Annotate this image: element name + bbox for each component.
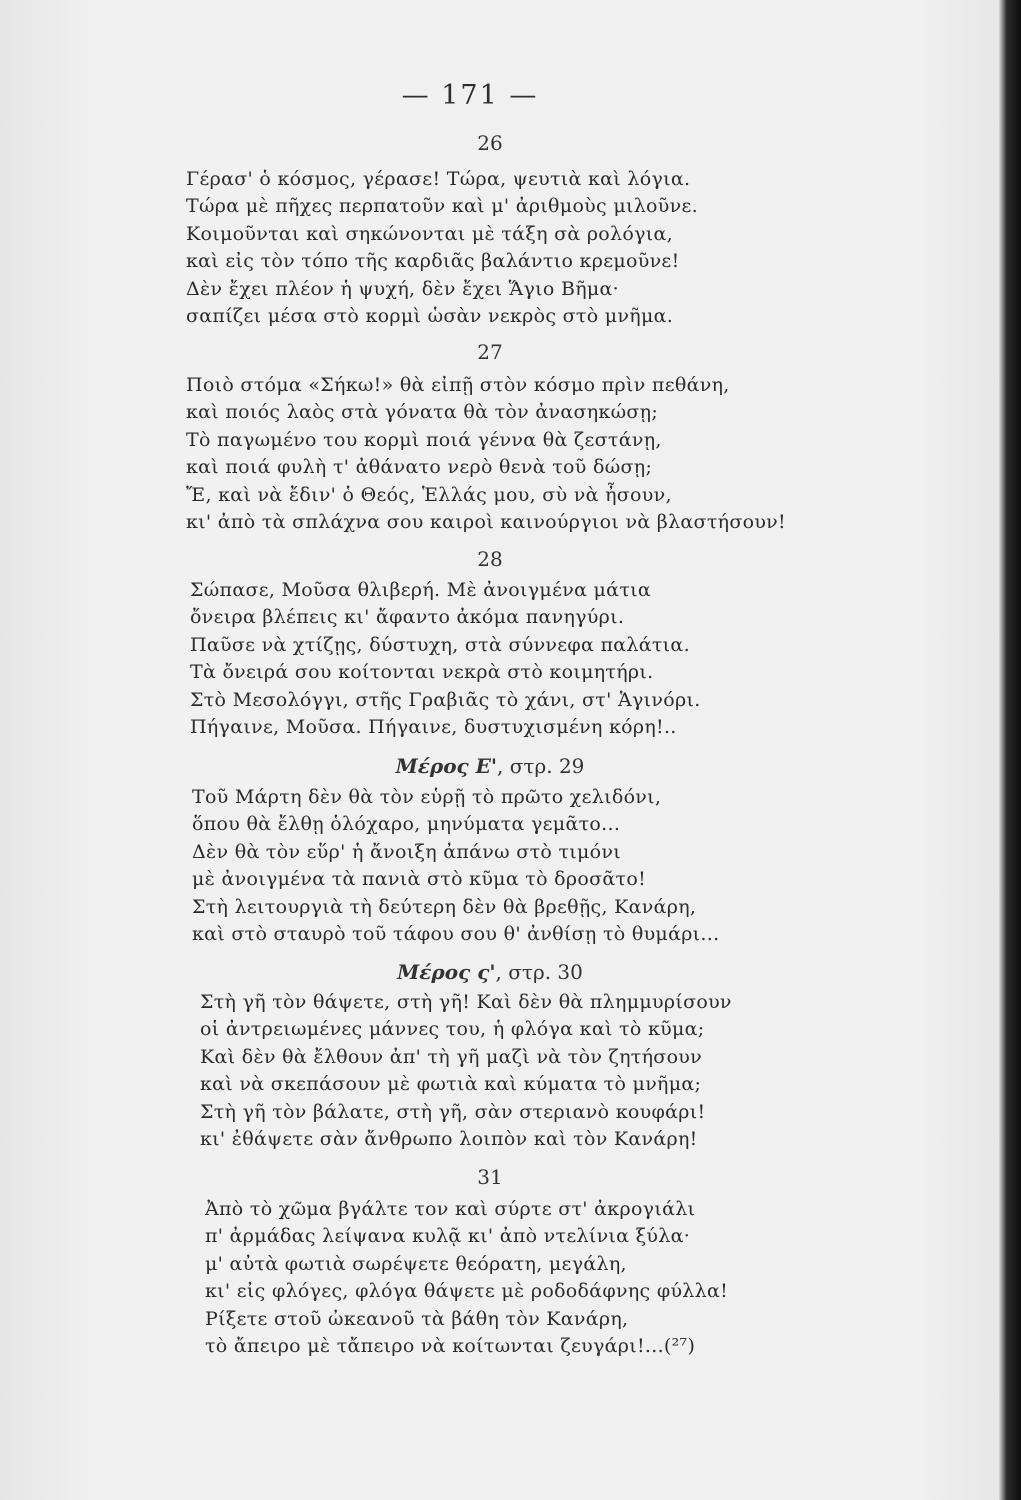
stanza-29 [192,784,719,948]
verse-line: Στὴ γῆ τὸν βάλατε, στὴ γῆ, σὰν στεριανὸ κουφάρι! [200,1100,706,1123]
stanza-27 [186,372,786,536]
part-label: Μέρος Ε' [395,754,498,778]
verse-line: Τὰ ὄνειρά σου κοίτονται νεκρὰ στὸ κοιμητήρι. [190,661,654,684]
verse-line: μὲ ἀνοιγμένα τὰ πανιὰ στὸ κῦμα τὸ δροσᾶτο! [192,868,647,891]
stanza-ref: , στρ. 29 [497,754,585,778]
book-spine-edge [999,0,1021,1500]
verse-line: Ποιὸ στόμα «Σήκω!» θὰ εἰπῇ στὸν κόσμο πρὶν πεθάνη, [186,374,730,396]
verse-line: Καὶ δὲν θὰ ἔλθουν ἀπ' τὴ γῆ μαζὶ νὰ τὸν ζητήσουν [200,1045,703,1068]
verse-line: Στὴ λειτουργιὰ τὴ δεύτερη δὲν θὰ βρεθῇς, Κανάρη, [192,895,697,918]
section-heading-part-e [0,754,980,778]
verse-line: καὶ ποιά φυλὴ τ' ἀθάνατο νερὸ θενὰ τοῦ δώσῃ; [186,456,653,479]
verse-line: π' ἀρμάδας λείψανα κυλᾷ κι' ἀπὸ ντελίνια ξύλα· [205,1225,691,1248]
verse-line: κι' ἐθάψετε σὰν ἄνθρωπο λοιπὸν καὶ τὸν Κανάρη! [200,1127,698,1150]
stanza-26 [186,166,698,330]
section-heading-31: 31 [477,1165,503,1189]
verse-line: Σώπασε, Μοῦσα θλιβερή. Μὲ ἀνοιγμένα μάτια [190,579,652,601]
section-heading-part-st [0,960,980,984]
verse-line: Ἔ, καὶ νὰ ἔδιν' ὁ Θεός, Ἑλλάς μου, σὺ νὰ ἦσουν, [186,483,672,506]
stanza-31 [205,1196,728,1360]
verse-line: καὶ στὸ σταυρὸ τοῦ τάφου σου θ' ἀνθίσῃ τὸ θυμάρι... [192,922,720,945]
verse-line: καὶ εἰς τὸν τόπο τῆς καρδιᾶς βαλάντιο κρεμοῦνε! [186,250,680,273]
verse-line: Τοῦ Μάρτη δὲν θὰ τὸν εὑρῇ τὸ πρῶτο χελιδόνι, [192,786,662,808]
stanza-30 [200,989,732,1153]
verse-line: Παῦσε νὰ χτίζῃς, δύστυχη, στὰ σύννεφα παλάτια. [190,633,690,656]
verse-line: οἱ ἀντρειωμένες μάννες του, ἡ φλόγα καὶ τὸ κῦμα; [200,1018,705,1041]
verse-line: τὸ ἄπειρο μὲ τἄπειρο νὰ κοίτωνται ζευγάρι!...(²⁷) [205,1334,696,1357]
verse-line: Γέρασ' ὁ κόσμος, γέρασε! Τώρα, ψευτιὰ καὶ λόγια. [186,168,691,190]
verse-line: καὶ ποιός λαὸς στὰ γόνατα θὰ τὸν ἀνασηκώσῃ; [186,401,659,424]
verse-line: ὄνειρα βλέπεις κι' ἄφαντο ἀκόμα πανηγύρι. [190,606,625,629]
page-number: — 171 — [401,80,539,111]
verse-line: Ρίξετε στοῦ ὠκεανοῦ τὰ βάθη τὸν Κανάρη, [205,1307,629,1330]
verse-line: Στὴ γῆ τὸν θάψετε, στὴ γῆ! Καὶ δὲν θὰ πλημμυρίσουν [200,991,732,1013]
verse-line: Δὲν ἔχει πλέον ἡ ψυχή, δὲν ἔχει Ἅγιο Βῆμα· [186,277,620,300]
verse-line: Τὸ παγωμένο του κορμὶ ποιά γέννα θὰ ζεστάνῃ, [186,428,662,451]
stanza-28 [190,577,701,741]
verse-line: Τώρα μὲ πῆχες περπατοῦν καὶ μ' ἀριθμοὺς μιλοῦνε. [186,195,698,218]
verse-line: Στὸ Μεσολόγγι, στῆς Γραβιᾶς τὸ χάνι, στ' Ἁγινόρι. [190,688,701,711]
verse-line: ὅπου θὰ ἔλθῃ ὁλόχαρο, μηνύματα γεμᾶτο... [192,813,621,836]
verse-line: καὶ νὰ σκεπάσουν μὲ φωτιὰ καὶ κύματα τὸ μνῆμα; [200,1073,702,1096]
verse-line: κι' εἰς φλόγες, φλόγα θάψετε μὲ ροδοδάφνης φύλλα! [205,1280,729,1303]
section-heading-27: 27 [477,340,503,364]
verse-line: σαπίζει μέσα στὸ κορμὶ ὡσὰν νεκρὸς στὸ μνῆμα. [186,304,674,327]
stanza-ref: , στρ. 30 [495,960,583,984]
verse-line: μ' αὐτὰ φωτιὰ σωρέψετε θεόρατη, μεγάλη, [205,1252,627,1275]
verse-line: Πήγαινε, Μοῦσα. Πήγαινε, δυστυχισμένη κόρη!.. [190,715,677,738]
verse-line: Ἀπὸ τὸ χῶμα βγάλτε τον καὶ σύρτε στ' ἀκρογιάλι [205,1198,696,1220]
section-heading-26: 26 [477,131,503,155]
part-label: Μέρος ς' [397,960,496,984]
section-heading-28: 28 [477,547,503,571]
verse-line: κι' ἀπὸ τὰ σπλάχνα σου καιροὶ καινούργιοι νὰ βλαστήσουν! [186,510,786,533]
verse-line: Κοιμοῦνται καὶ σηκώνονται μὲ τάξη σὰ ρολόγια, [186,222,674,245]
verse-line: Δὲν θὰ τὸν εὕρ' ἡ ἄνοιξη ἀπάνω στὸ τιμόνι [192,840,622,863]
